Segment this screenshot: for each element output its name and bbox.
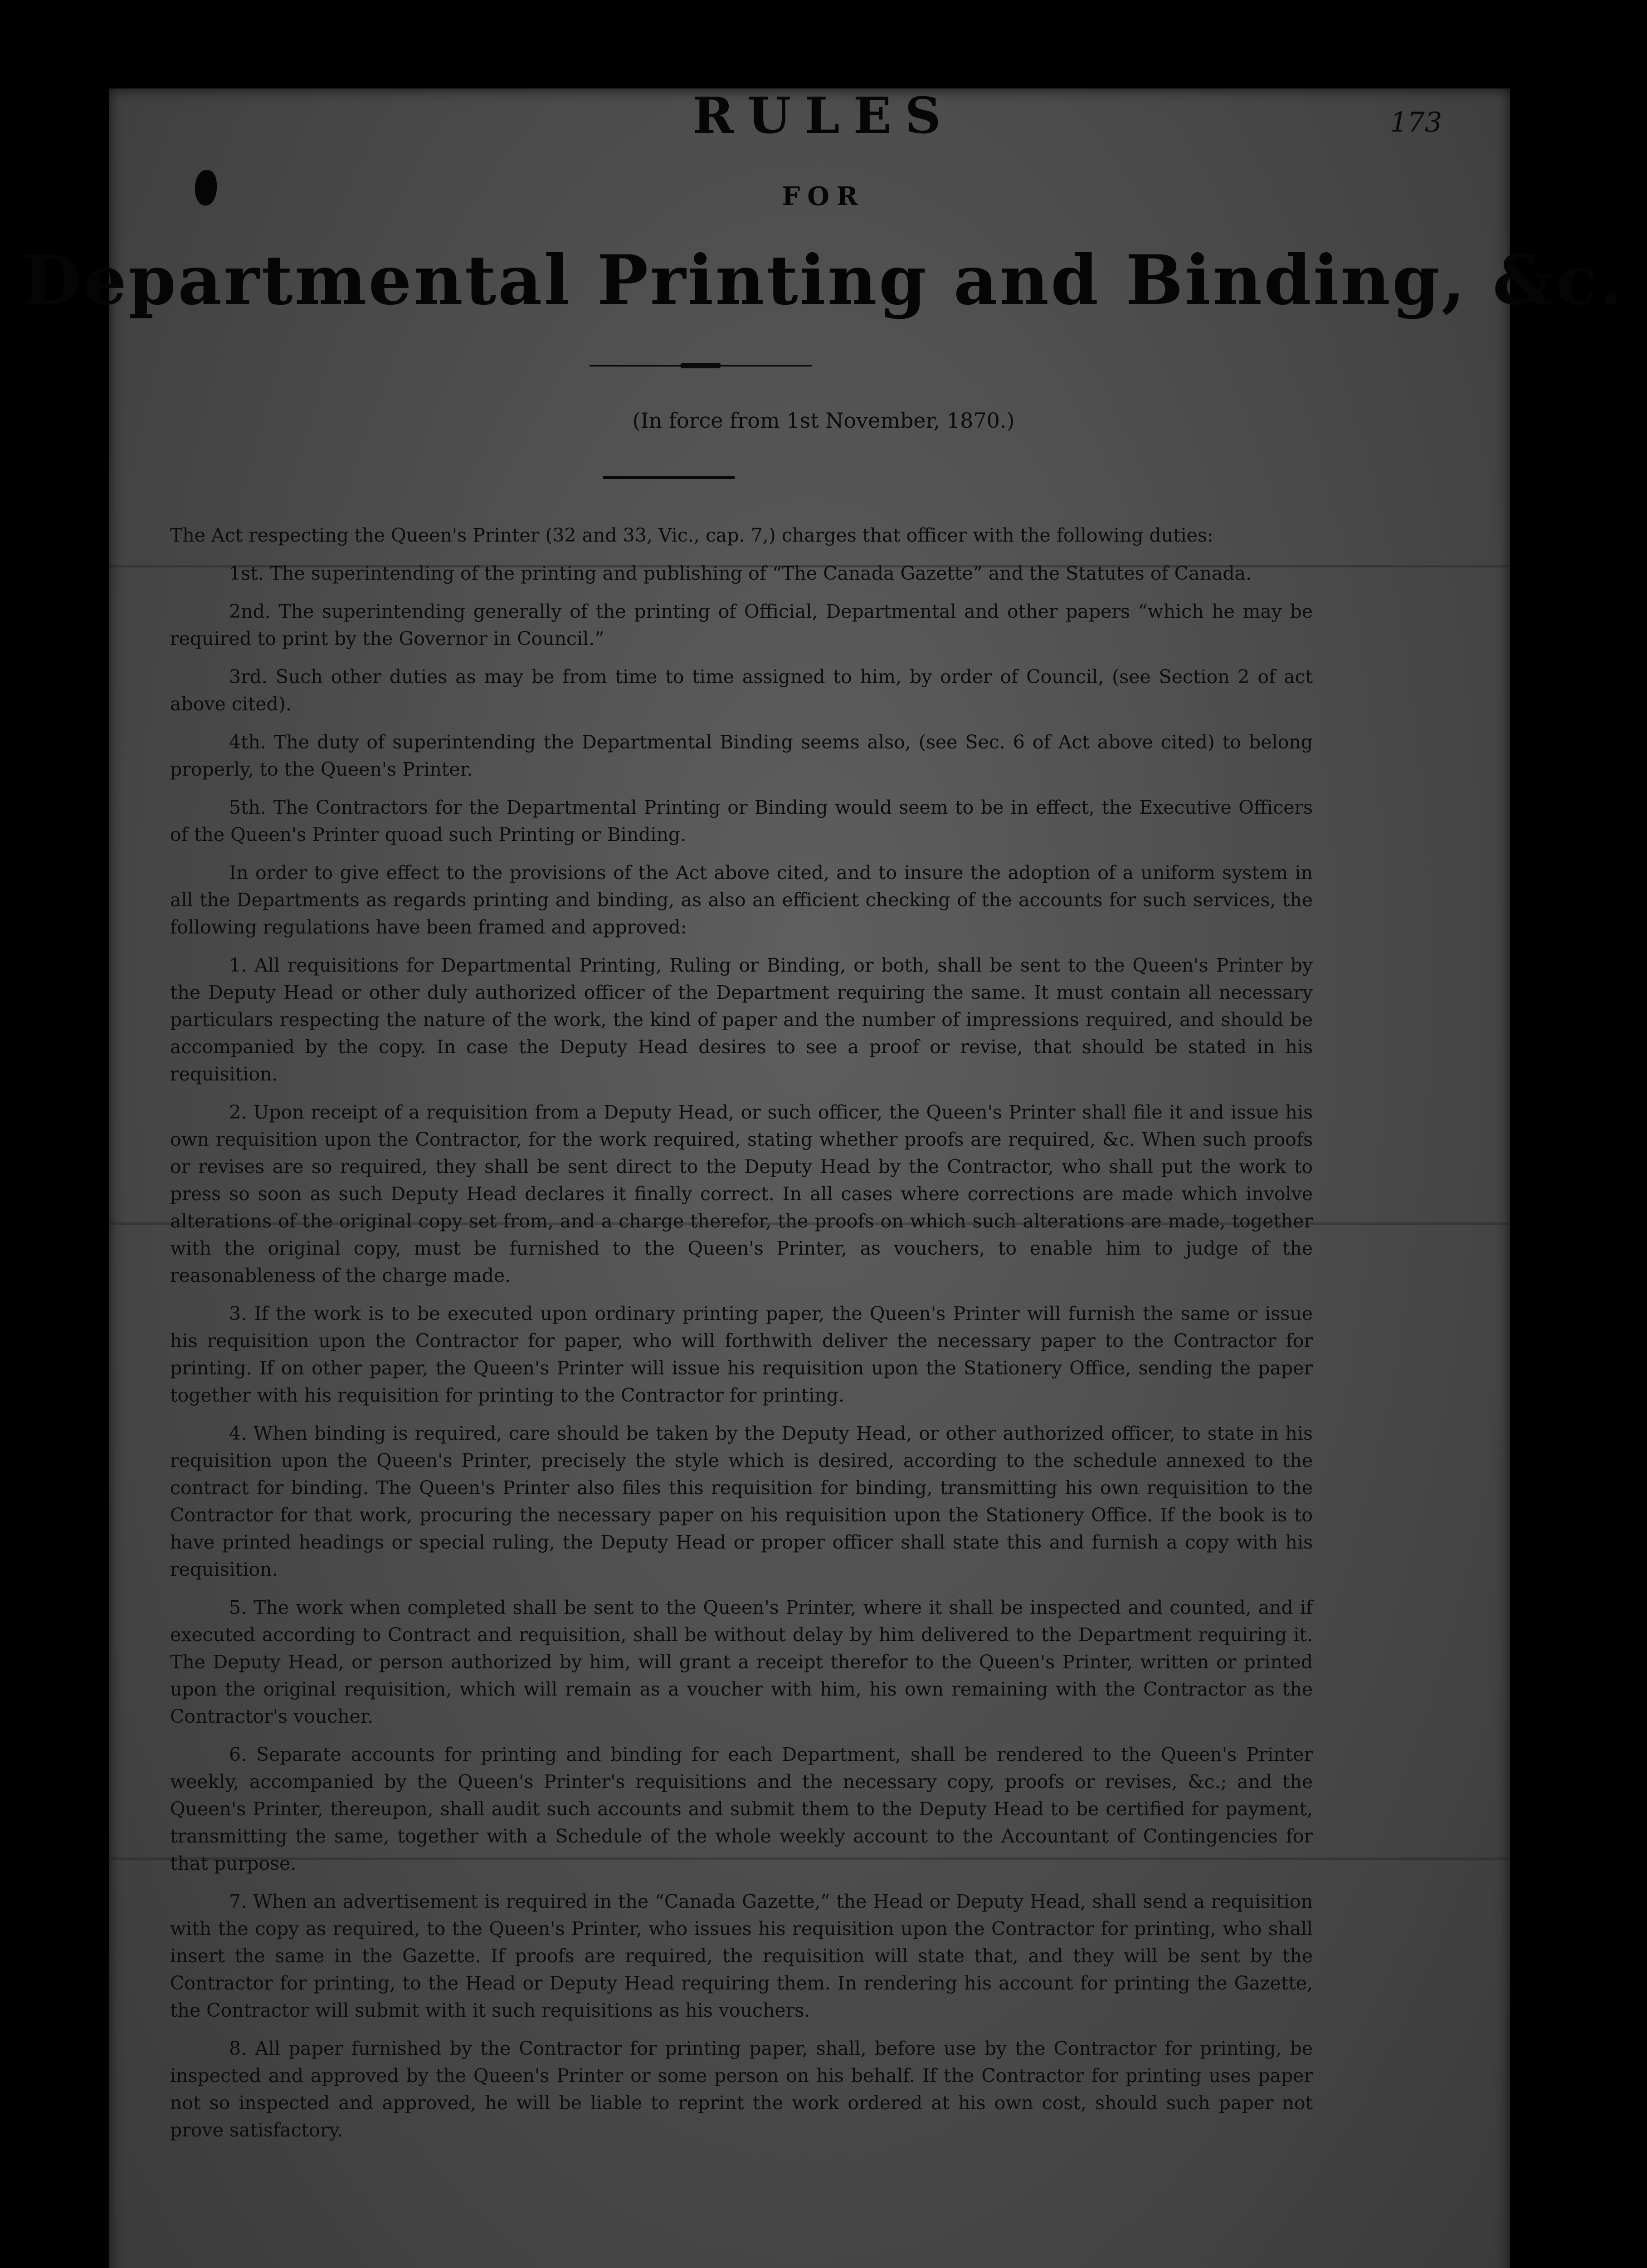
in-force-date: (In force from 1st November, 1870.)	[632, 408, 1015, 433]
paragraph: 4. When binding is required, care should be taken by the Deputy Head, or other authorized officer, to state in his requisition upon the Queen's Printer, precisely the style which is desired, according to the schedule annexed to the contract for binding. The Queen's Printer also files this requisition for binding, transmitting his own requisition to the Contractor for that work, procuring the necessary paper on his requisition upon the Stationery Office. If the book is to have printed headings or special ruling, the Deputy Head or proper officer shall state this and furnish a copy with his requisition.	[170, 1422, 1313, 1580]
document-title: RULES	[692, 86, 955, 145]
paragraph: The Act respecting the Queen's Printer (32 and 33, Vic., cap. 7,) charges that officer with the following duties:	[170, 524, 1213, 546]
paragraph: 2. Upon receipt of a requisition from a Deputy Head, or such officer, the Queen's Printer shall file it and issue his own requisition upon the Contractor, for the work required, stating whether proofs are required, &c. When such proofs or revises are so required, they shall be sent direct to the Deputy Head by the Contractor, who shall put the work to press so soon as such Deputy Head declares it finally correct. In all cases where corrections are made which involve alterations of the original copy set from, and a charge therefor, the proofs on which such alterations are made, together with the original copy, must be furnished to the Queen's Printer, as vouchers, to enable him to judge of the reasonableness of the charge made.	[170, 1101, 1313, 1286]
paragraph: 3rd. Such other duties as may be from time to time assigned to him, by order of Council, (see Section 2 of act above cited).	[170, 666, 1313, 715]
paragraph: 1st. The superintending of the printing and publishing of “The Canada Gazette” and the Statutes of Canada.	[229, 562, 1252, 584]
paragraph: 3. If the work is to be executed upon ordinary printing paper, the Queen's Printer will furnish the same or issue his requisition upon the Contractor for paper, who will forthwith deliver the necessary paper to the Contractor for printing. If on other paper, the Queen's Printer will issue his requisition upon the Stationery Office, sending the paper together with his requisition for printing to the Contractor for printing.	[170, 1303, 1313, 1406]
ornamental-divider	[590, 363, 812, 368]
paragraph: 5th. The Contractors for the Departmental Printing or Binding would seem to be in effect, the Executive Officers of the Queen's Printer quoad such Printing or Binding.	[170, 797, 1313, 846]
paragraph: 1. All requisitions for Departmental Printing, Ruling or Binding, or both, shall be sent to the Queen's Printer by the Deputy Head or other duly authorized officer of the Department requiring the same. It must contain all necessary particulars respecting the nature of the work, the kind of paper and the number of impressions required, and should be accompanied by the copy. In case the Deputy Head desires to see a proof or revise, that should be stated in his requisition.	[170, 954, 1313, 1085]
paragraph: 6. Separate accounts for printing and binding for each Department, shall be rendered to the Queen's Printer weekly, accompanied by the Queen's Printer's requisitions and the necessary copy, proofs or revises, &c.; and the Queen's Printer, thereupon, shall audit such accounts and submit them to the Deputy Head to be certified for payment, transmitting the same, together with a Schedule of the whole weekly account to the Accountant of Contingencies for that purpose.	[170, 1744, 1313, 1874]
paragraph: 5. The work when completed shall be sent to the Queen's Printer, where it shall be inspected and counted, and if executed according to Contract and requisition, shall be without delay by him delivered to the Department requiring it. The Deputy Head, or person authorized by him, will grant a receipt therefor to the Queen's Printer, written or printed upon the original requisition, which will remain as a voucher with him, his own remaining with the Contractor as the Contractor's voucher.	[170, 1597, 1313, 1727]
paragraph: 7. When an advertisement is required in the “Canada Gazette,” the Head or Deputy Head, shall send a requisition with the copy as required, to the Queen's Printer, who issues his requisition upon the Contractor for printing, who shall insert the same in the Gazette. If proofs are required, the requisition will state that, and they will be sent by the Contractor for printing, to the Head or Deputy Head requiring them. In rendering his account for printing the Gazette, the Contractor will submit with it such requisitions as his vouchers.	[170, 1891, 1313, 2021]
title-for: FOR	[782, 181, 865, 211]
paragraph: 8. All paper furnished by the Contractor for printing paper, shall, before use by the Contractor for printing, be inspected and approved by the Queen's Printer or some person on his behalf. If the Contractor for printing uses paper not so inspected and approved, he will be liable to reprint the work ordered at his own cost, should such paper not prove satisfactory.	[170, 2038, 1313, 2141]
paragraph: In order to give effect to the provisions of the Act above cited, and to insure the adoption of a uniform system in all the Departments as regards printing and binding, as also an efficient checking of the accounts for such services, the following regulations have been framed and approved:	[170, 862, 1313, 938]
page-number: 173	[1390, 107, 1442, 138]
paragraph: 2nd. The superintending generally of the printing of Official, Departmental and other papers “which he may be required to print by the Governor in Council.”	[170, 601, 1313, 650]
paragraph: 4th. The duty of superintending the Departmental Binding seems also, (see Sec. 6 of Act above cited) to belong properly, to the Queen's Printer.	[170, 731, 1313, 780]
divider-rule	[603, 476, 735, 479]
document-body	[170, 522, 1313, 2155]
document-heading: Departmental Printing and Binding, &c.	[22, 240, 1625, 320]
